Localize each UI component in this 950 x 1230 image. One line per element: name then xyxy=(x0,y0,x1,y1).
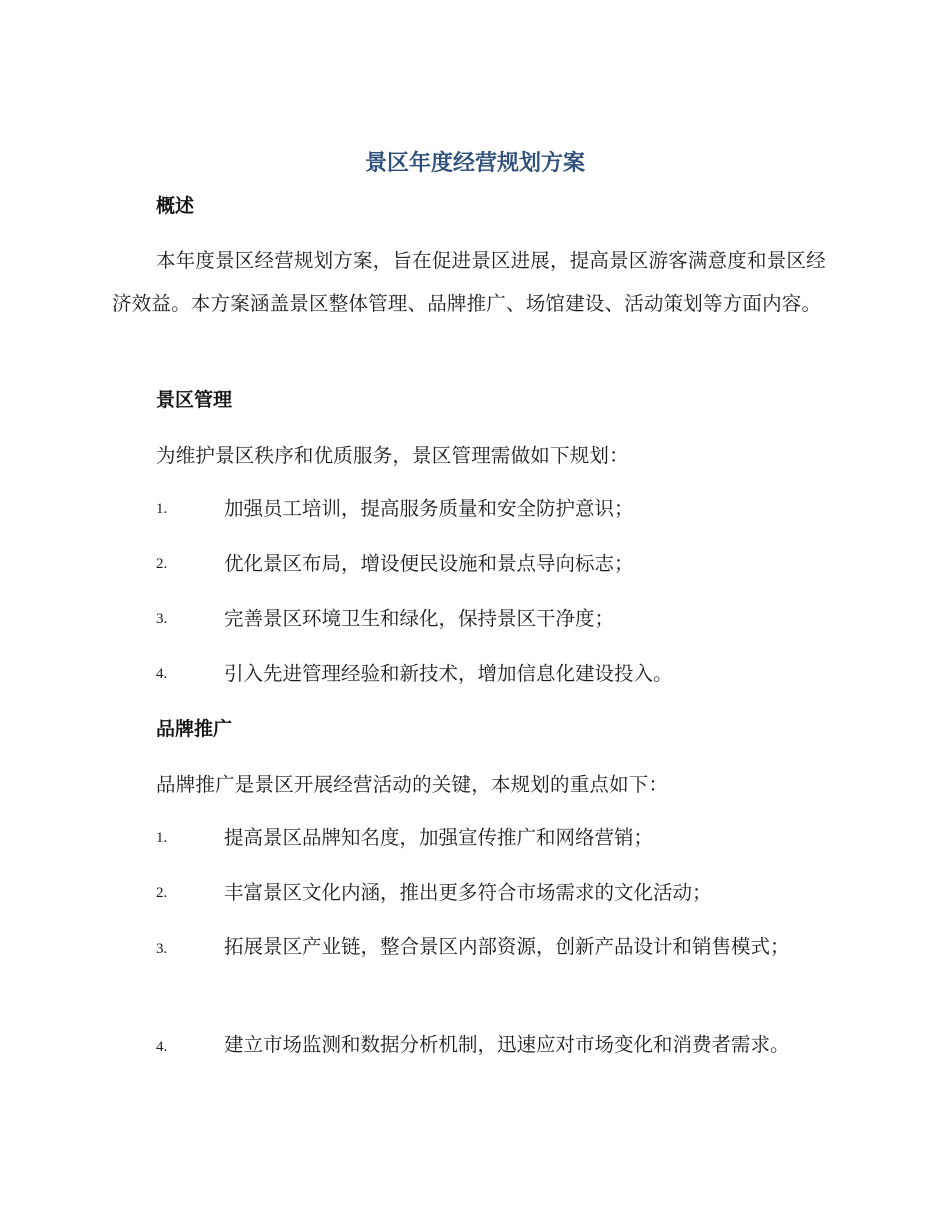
list-item-text: 丰富景区文化内涵，推出更多符合市场需求的文化活动； xyxy=(224,881,712,904)
branding-list-item xyxy=(112,1023,832,1069)
list-item-text: 拓展景区产业链，整合景区内部资源，创新产品设计和销售模式； xyxy=(224,935,790,958)
branding-list-item xyxy=(112,925,832,971)
list-item-number: 2. xyxy=(156,885,168,901)
list-item-number: 4. xyxy=(156,1039,168,1055)
branding-intro-paragraph: 品牌推广是景区开展经营活动的关键，本规划的重点如下： xyxy=(156,773,669,796)
document-title: 景区年度经营规划方案 xyxy=(364,151,585,176)
list-item-number: 3. xyxy=(156,941,168,957)
list-item-text: 优化景区布局，增设便民设施和景点导向标志； xyxy=(224,552,634,575)
section-heading-branding: 品牌推广 xyxy=(156,718,233,740)
list-item-number: 3. xyxy=(156,611,168,627)
list-item-text: 完善景区环境卫生和绿化，保持景区干净度； xyxy=(224,607,615,630)
section-heading-management: 景区管理 xyxy=(156,389,233,411)
list-item-text: 建立市场监测和数据分析机制，迅速应对市场变化和消费者需求。 xyxy=(224,1033,790,1056)
list-item-number: 1. xyxy=(156,501,168,517)
overview-paragraph: 本年度景区经营规划方案，旨在促进景区进展，提高景区游客满意度和景区经济效益。本方案涵盖景区整体管理、品牌推广、场馆建设、活动策划等方面内容。 xyxy=(112,249,826,315)
management-intro-paragraph: 为维护景区秩序和优质服务，景区管理需做如下规划： xyxy=(156,444,629,467)
list-item-text: 加强员工培训，提高服务质量和安全防护意识； xyxy=(224,497,634,520)
section-heading-overview: 概述 xyxy=(156,195,195,217)
list-item-number: 2. xyxy=(156,556,168,572)
list-item-number: 1. xyxy=(156,830,168,846)
list-item-text: 提高景区品牌知名度，加强宣传推广和网络营销； xyxy=(224,826,654,849)
list-item-text: 引入先进管理经验和新技术，增加信息化建设投入。 xyxy=(224,662,673,685)
list-item-number: 4. xyxy=(156,666,168,682)
